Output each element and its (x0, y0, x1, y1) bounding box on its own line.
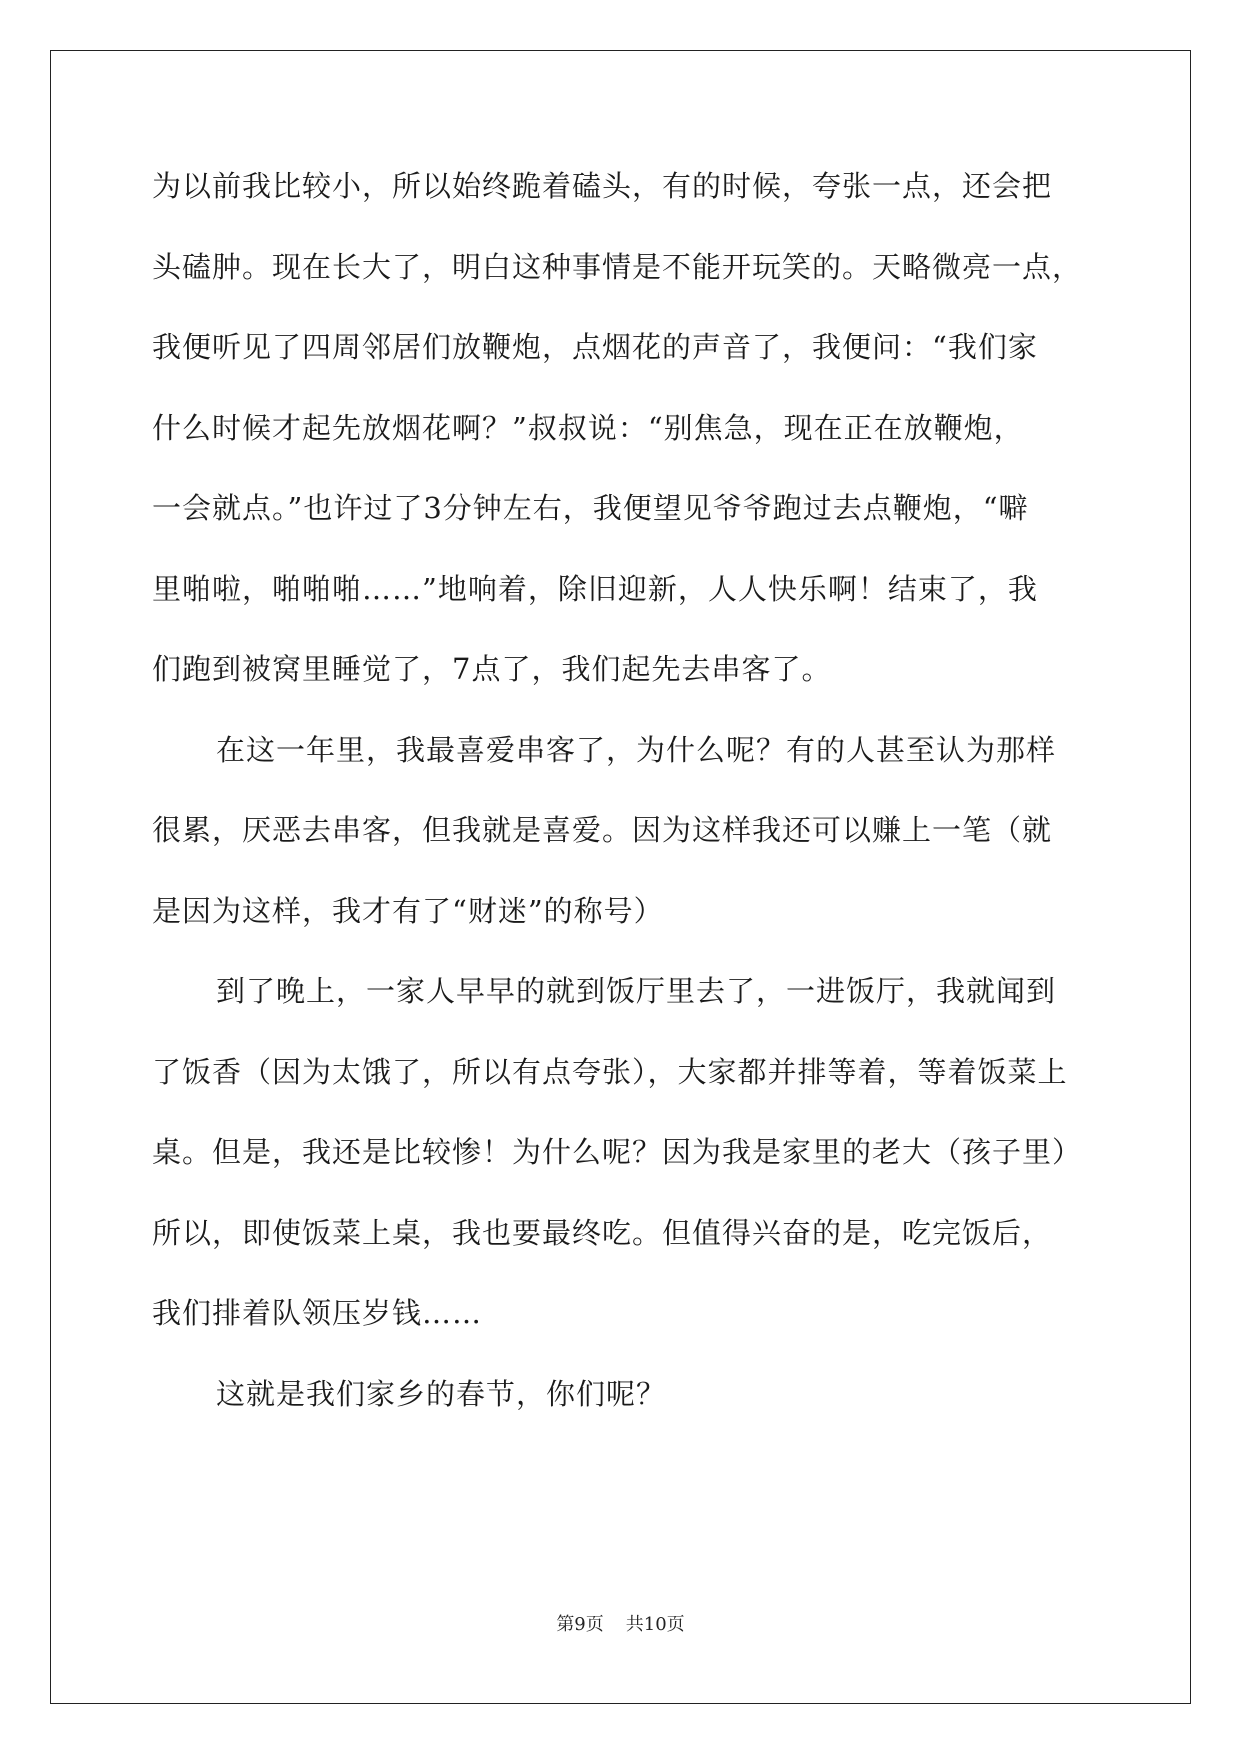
page-number-total: 共10页 (625, 1614, 685, 1635)
text-line: 是因为这样，我才有了“财迷”的称号） (152, 893, 664, 928)
text-line: 所以，即使饭菜上桌，我也要最终吃。但值得兴奋的是，吃完饭后， (152, 1215, 1053, 1250)
text-line: 里啪啦，啪啪啪……”地响着，除旧迎新，人人快乐啊！结束了，我 (152, 571, 1038, 606)
text-line: 在这一年里，我最喜爱串客了，为什么呢？有的人甚至认为那样 (216, 732, 1057, 767)
text-line: 到了晚上，一家人早早的就到饭厅里去了，一进饭厅，我就闻到 (216, 974, 1057, 1008)
text-line: 们跑到被窝里睡觉了，7点了，我们起先去串客了。 (152, 652, 832, 686)
document-body (152, 162, 1112, 1450)
text-line: 我们排着队领压岁钱…… (152, 1296, 483, 1330)
text-line: 我便听见了四周邻居们放鞭炮，点烟花的声音了，我便问：“我们家 (152, 330, 1038, 364)
text-line: 头磕肿。现在长大了，明白这种事情是不能开玩笑的。天略微亮一点， (152, 249, 1083, 284)
text-line: 一会就点。”也许过了3分钟左右，我便望见爷爷跑过去点鞭炮，“噼 (152, 491, 1029, 525)
text-line: 了饭香（因为太饿了，所以有点夸张），大家都并排等着，等着饭菜上 (152, 1054, 1068, 1089)
page-footer (0, 1610, 1241, 1636)
text-line: 为以前我比较小，所以始终跪着磕头，有的时候，夸张一点，还会把 (152, 169, 1053, 203)
text-line: 桌。但是，我还是比较惨！为什么呢？因为我是家里的老大（孩子里） (152, 1135, 1083, 1169)
text-line: 什么时候才起先放烟花啊？”叔叔说：“别焦急，现在正在放鞭炮， (152, 410, 1024, 445)
text-line: 很累，厌恶去串客，但我就是喜爱。因为这样我还可以赚上一笔（就 (152, 813, 1053, 847)
text-line: 这就是我们家乡的春节，你们呢？ (216, 1376, 667, 1411)
page-number-current: 第9页 (556, 1614, 604, 1635)
